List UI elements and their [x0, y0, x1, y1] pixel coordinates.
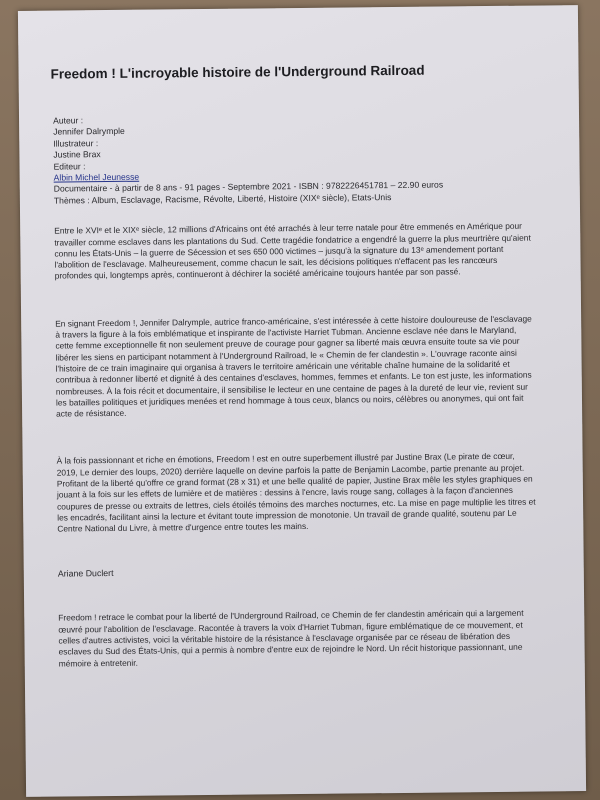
publisher-link[interactable]: Albin Michel Jeunesse	[53, 171, 140, 183]
document-title: Freedom ! L'incroyable histoire de l'Underground Railroad	[50, 62, 425, 82]
document-content	[44, 61, 560, 669]
author-name: Jennifer Dalrymple	[53, 126, 125, 137]
review-paragraph-1: Entre le XVIᵉ et le XIXᵉ siècle, 12 millions d'Africains ont été arrachés à leur terre natale pour être emmenés en Amérique pour travailler comme esclaves dans les plantations du Sud. Cette tragédie fondatrice a engendré la guerre la plus meurtrière qu'aient connu les États-Unis – la guerre de Sécession et ses 650 000 victimes – jusqu'à la signature du 13ᵉ amendement portant l'abolition de l'esclavage. Malheureusement, comme chacun le sait, les décisions politiques n'effacent pas les rancœurs profondes qui, longtemps après, continueront à déchirer la société américaine toujours hantée par son passé.	[54, 220, 531, 282]
book-details: Documentaire - à partir de 8 ans - 91 pages - Septembre 2021 - ISBN : 9782226451781 – 22.90 euros	[53, 179, 444, 195]
review-author: Ariane Duclert	[57, 568, 114, 580]
illustrator-label: Illustrateur :	[53, 137, 99, 149]
review-paragraph-2: En signant Freedom !, Jennifer Dalrymple, autrice franco-américaine, s'est intéressée à cette histoire douloureuse de l'esclavage à travers la figure à la fois emblématique et inspirante de l'activiste Harriet Tubman. Ancienne esclave née dans le Maryland, cette femme exceptionnelle fit non seulement preuve de courage pour gagner sa liberté mais œuvra ensuite toute sa vie pour libérer les siens en participant notamment à l'Underground Railroad, le « Chemin de fer clandestin ». L'ouvrage raconte ainsi l'histoire de ce train imaginaire qui organisa à travers le territoire américain une véritable chaîne humaine de la solidarité et contribua à redonner liberté et dignité à des centaines d'esclaves, hommes, femmes et enfants. Le ton est juste, les informations nombreuses. À la fois récit et documentaire, il sensibilise le lecteur en une centaine de pages à la dureté de leur vie, revient sur les batailles politiques et juridiques menées et rend hommage à tous ceux, blancs ou noirs, célèbres ou anonymes, qui ont fait acte de résistance.	[55, 313, 532, 419]
illustrator-name: Justine Brax	[53, 149, 101, 160]
paper-sheet	[18, 5, 586, 797]
book-summary: Freedom ! retrace le combat pour la liberté de l'Underground Railroad, ce Chemin de fer clandestin américain qui a largement œuvré pour l'abolition de l'esclavage. Racontée à travers la voix d'Harriet Tubman, figure emblématique de ce mouvement, et celles d'autres activistes, voici la véritable histoire de la résistance à l'esclavage organisée par ce réseau de libération des esclaves du Sud des États-Unis, qui a permis à nombre d'entre eux de rejoindre le Nord. Un récit historique passionnant, une mémoire à entretenir.	[58, 608, 524, 669]
review-paragraph-3: À la fois passionnant et riche en émotions, Freedom ! est en outre superbement illustré par Justine Brax (Le pirate de cœur, 2019, Le dernier des loups, 2020) derrière laquelle on devine parfois la patte de Benjamin Lacombe, partie prenante au projet. Profitant de la liberté qu'offre ce grand format (28 x 31) et une belle qualité de papier, Justine Brax mêle les styles graphiques en jouant à la fois sur les effets de lumière et de matières : dessins à l'encre, lavis rouge sang, collages à la façon d'anciennes coupures de presse ou extraits de lettres, ciels étoilés témoins des marches nocturnes, etc. La mise en page multiplie les titres et les encadrés, facilitant ainsi la lecture et évitant toute impression de monotonie. Un travail de grande qualité, soutenu par Le Centre National du Livre, à mettre d'urgence entre toutes les mains.	[56, 451, 536, 534]
book-metadata	[53, 110, 556, 207]
publisher-label: Editeur :	[53, 160, 86, 172]
book-themes: Thèmes : Album, Esclavage, Racisme, Révolte, Liberté, Histoire (XIXᵉ siècle), Etats-Unis	[53, 191, 392, 206]
author-label: Auteur :	[52, 115, 84, 126]
